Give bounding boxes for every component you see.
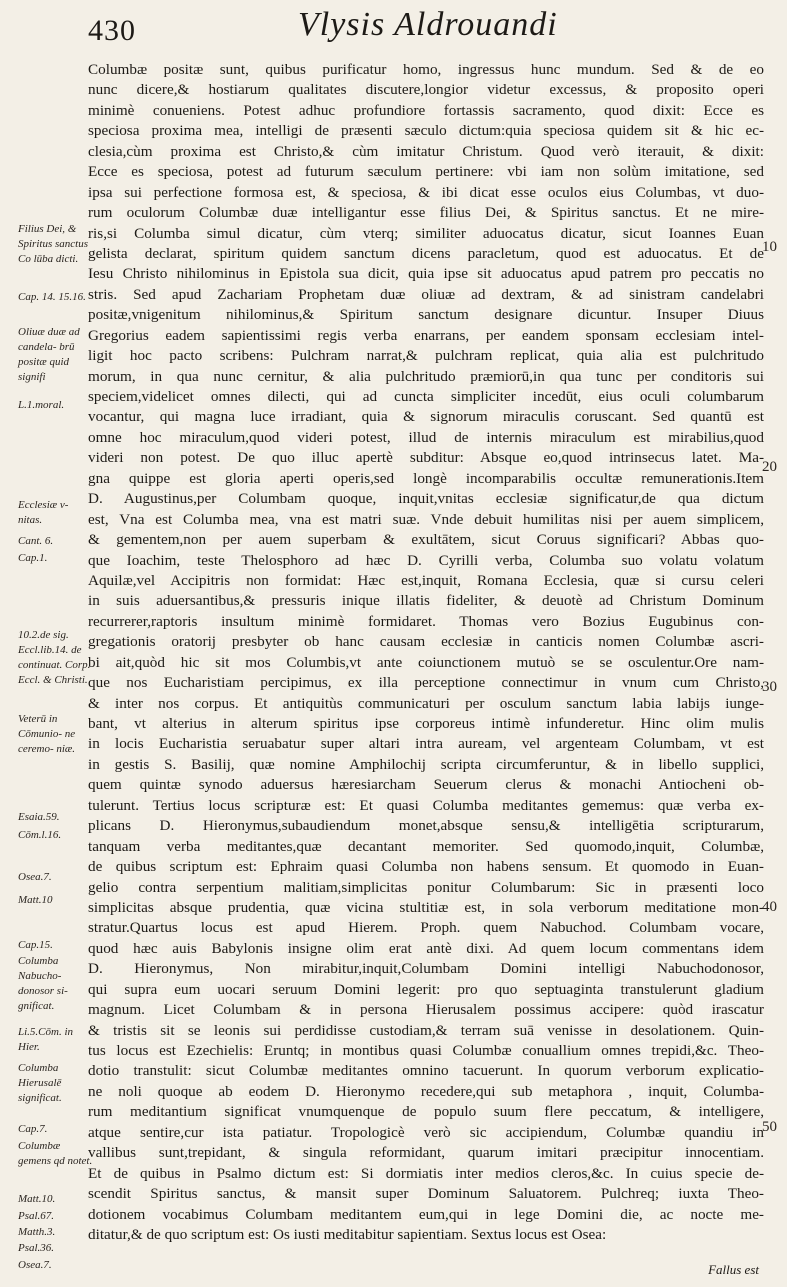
text-line: ne noli quoque ab eodem D. Hieronymo recedere,qui sub metaphora , inquit, Columba- (88, 1082, 764, 1100)
text-line: stris. Sed apud Zachariam Prophetam duæ oliuæ ad dextram, & ad sinistram candelabri (88, 285, 764, 303)
margin-note: Matt.10 (18, 894, 53, 906)
margin-note: Cant. 6. (18, 535, 54, 547)
text-line: quem quintæ synodo aduersus hæresiarcham Seuerum clerus & monachi Antiocheni ob- (88, 776, 764, 794)
margin-note: Columba Hierusalē significat. (18, 1062, 62, 1104)
text-line: Gregorius eadem sapientissimi regis verba enarrans, per eandem sponsam ecclesiam intel- (88, 326, 764, 344)
margin-note: Li.5.Cōm. in Hier. (18, 1026, 74, 1053)
text-line: ris,si Columba simul dicatur, cùm vterq; similiter aduocatus dicatur, sicut Ioannes Euan (88, 224, 764, 242)
margin-note: Oliuæ duæ ad candela- brū positæ quid signifi (18, 326, 80, 383)
text-line: que Ioachim, teste Thelosphoro ad hæc D. Cyrilli verba, Columba suo volatu volatum (88, 551, 764, 569)
text-line: recurrerer,raptoris insultum minimè formidaret. Thomas vero Bozius Eugubinus con- (88, 612, 764, 630)
catchword: Fallus est (708, 1262, 759, 1277)
page-header (0, 0, 787, 62)
margin-note: Cap.15. (18, 939, 53, 951)
text-line: & gementem,non per auem superbam & exultātem, sicut Coruus significari? Abbas quo- (88, 531, 764, 549)
text-line: de quibus scriptum est: Ephraim quasi Columba non habens sensum. Et quomodo in Euan- (88, 858, 764, 876)
text-line: vocantur, qui magna luce irradiant, quia & signorum miraculis coruscant. Sed quantū est (88, 408, 764, 426)
text-line: dotionem vocabimus Columbam meditantem eum,qui in lege Domini die, ac nocte me- (88, 1205, 764, 1223)
running-head: Vlysis Aldrouandi (298, 6, 558, 43)
margin-note: Veterū in Cōmunio- ne ceremo- niæ. (18, 713, 76, 755)
margin-note: Matth.3. (18, 1226, 56, 1238)
text-line: ligit hoc pacto scribens: Pulchram narrat,& pulchram replicat, quia alia est pulchritudo (88, 347, 764, 365)
margin-note: Matt.10. (18, 1193, 56, 1205)
line-marker: 50 (762, 1119, 777, 1135)
text-line: rum meditantium significat vnumquenque de populo suum flere peccatum, & intelligere, (88, 1103, 764, 1121)
text-line: gregationis oratorij presbyter ob hanc causam ecclesiæ in canticis nomen Columbæ ascri- (88, 633, 764, 651)
margin-note: Cap. 14. 15.16. (18, 291, 86, 303)
text-line: morum, in qua nunc cernitur, & alia pulchritudo præmiorū,in qua tunc per conditoris sui (88, 367, 764, 385)
text-line: gna quippe est gloria aperti operis,sed longè incomparabilis occultæ remunerationis.Item (88, 469, 764, 487)
text-line: positæ,vnigenitum nihilominus,& Spiritum sanctum designare dicuntur. Insuper Diuus (88, 306, 764, 324)
margin-note: 10.2.de sig. Eccl.lib.14. de continuat. Corp. Eccl. & Christi. (18, 629, 91, 686)
text-line: D. Hieronymus, Non mirabitur,inquit,Columbam Domini intelligi Nabuchodonosor, (88, 960, 764, 978)
text-line: & inter nos corpus. Et antiquitùs communicaturi per osculum sanctum labia labijs iunge- (88, 694, 764, 712)
text-line: vallibus sunt,trepidant, & singula reformidant, quarum imitari præcipitur innocentiam. (88, 1144, 764, 1162)
text-line: gelista declarat, spiritum quidem sanctum dicens paracletum, quod est aduocatus. Et de (88, 244, 764, 262)
text-line: scendit Spiritus sanctus, & mansit super Dominum Saluatorem. Pulchreq; iuxta Theo- (88, 1185, 764, 1203)
text-line: minimè conueniens. Potest adhuc profundiore fortassis sacramento, quod dixit: Ecce es (88, 101, 764, 119)
line-marker: 20 (762, 459, 777, 475)
text-line: omne hoc miraculum,quod videri potest, illud de internis miraculum est mirabilius,quod (88, 428, 764, 446)
text-line: rum oculorum Columbæ duæ intelligantur esse filius Dei, & Spiritus sanctus. Et ne mire- (88, 204, 764, 222)
text-line: nunc dicere,& hostiarum qualitates discutere,longior videtur excessus, & proposito operi (88, 81, 764, 99)
body-text (88, 60, 764, 1245)
margin-note: Psal.67. (18, 1210, 55, 1222)
text-line: in suis aduersantibus,& pressuris inique illatis fideliter, & deuotè ad Christum Dominum (88, 592, 764, 610)
text-line: stratur.Quartus locus est apud Hierem. Proph. quem Nabuchod. Columbam vocare, (88, 919, 764, 937)
margin-note: Filius Dei, & Spiritus sanctus Co lūba dicti. (18, 223, 88, 265)
text-line: Aquilæ,vel Accipitris non formidat: Hæc est,inquit, Romana Ecclesia, quæ si cursu celeri (88, 571, 764, 589)
text-line: atque sentire,cur ista patiatur. Tropologicè verò sic accipiendum, Columbæ quandiu in (88, 1123, 764, 1141)
text-line: ipsa sui perfectione formosa est, & speciosa, & ibi dicat esse oculos eius Columbas, vt duo- (88, 183, 764, 201)
margin-note: Columba Nabucho- donosor si- gnificat. (18, 955, 68, 1012)
text-line: que nos Eucharistiam percipimus, ex illa perceptione connectimur in vnum cum Christo, (88, 674, 764, 692)
margin-note: Ecclesiæ v- nitas. (18, 499, 69, 526)
margin-note: Cōm.l.16. (18, 829, 62, 841)
text-line: speciem,videlicet omnes dilecti, qui ad cuncta simpliciter incedūt, eius oculi columbarum (88, 388, 764, 405)
text-line: bi ait,quòd hic sit mos Columbis,vt ante coiunctionem mutuò se se osculentur.Ore nam- (88, 653, 764, 671)
text-line: Columbæ positæ sunt, quibus purificatur homo, ingressus hunc mundum. Sed & de eo (88, 61, 764, 78)
margin-note: L.1.moral. (18, 399, 65, 411)
margin-note: Osea.7. (18, 871, 52, 883)
text-line: ditatur,& de quo scriptum est: Os iusti meditabitur sapientiam. Sextus locus est Osea: (88, 1225, 607, 1243)
margin-note: Columbæ gemens qd notet. (18, 1140, 93, 1167)
text-line: & tristis sit se leonis sui perdidisse custodiam,& terram suā venisse in desolationem. Quin- (88, 1021, 764, 1039)
text-line: D. Augustinus,per Columbam quoque, inquit,vnitas ecclesiæ significatur,de qua dictum (88, 490, 764, 508)
text-line: tanquam verba meditantes,quæ decantant memoriter. Sed quomodo,inquit, Columbæ, (88, 837, 764, 855)
margin-note: Esaia.59. (18, 811, 60, 823)
text-line: simplicitas absque prudentia, quæ vicina stultitiæ est, in sola verborum meditatione mon- (88, 898, 764, 916)
text-line: quod hæc auis Babylonis insigne olim erat antè dixi. Ad quem locum commentans idem (88, 939, 764, 957)
text-line: in locis Eucharistia seruabatur super altari intra auream, vel argenteam Columbam, vt est (88, 735, 764, 753)
line-marker: 40 (762, 899, 777, 915)
text-line: magnum. Licet Columbam & in persona Hierusalem possimus accipere: quòd irascatur (88, 1001, 764, 1019)
text-line: clesia,cùm proxima est Christo,& cùm imitatur Christum. Quod verò iterauit, & dixit: (88, 142, 764, 160)
text-line: tus locus est Ezechielis: Eruntq; in montibus quasi Columbæ conuallium omnes trepidi,&c. Theo- (88, 1042, 764, 1059)
margin-note: Cap.7. (18, 1123, 48, 1135)
margin-note: Psal.36. (18, 1242, 55, 1254)
text-line: speciosa proxima mea, intelligi de præsenti sæculo dictum:quia speciosa quidem sit & hic ec- (88, 122, 764, 140)
text-line: Iesu Christo nihilominus in Epistola sua dicit, quia ipse sit aduocatus apud patrem pro peccatis no (88, 265, 764, 283)
margin-notes (0, 0, 93, 1287)
text-line: dotio transtulit: sicut Columbæ meditantes omnino tacuerunt. In quorum verborum explicatio- (88, 1062, 764, 1080)
text-line: plicans D. Hieronymus,subaudiendum monet,absque sensu,& intelligētia scripturarum, (88, 817, 764, 835)
text-line: qui supra eum uocari seruum Domini legerit: pro quo septuaginta transtulerunt gladium (88, 980, 764, 998)
text-line: bant, vt alterius in alterum spiritus ipse corporeus intimè infunderetur. Hinc olim mulis (88, 715, 764, 732)
text-line: gelio contra serpentium malitiam,simplicitas ponitur Columbarum: Sic in præsenti loco (88, 878, 764, 896)
text-line: tulerunt. Tertius locus scripturæ est: Et quasi Columba meditantes gememus: quæ verba ex- (88, 796, 764, 814)
text-line: Et de quibus in Psalmo dictum est: Si dormiatis inter medios cleros,&c. In cuius specie de- (88, 1164, 764, 1182)
page-number: 430 (88, 14, 136, 47)
text-line: in gestis S. Basilij, quæ nomine Amphilochij scripta circumferuntur, & in libello supplici, (88, 755, 764, 773)
text-line: videri non potest. De quo illuc apertè subditur: Absque eo,quod intrinsecus latet. Ma- (88, 449, 764, 467)
line-marker: 10 (762, 239, 777, 255)
line-marker: 30 (762, 679, 777, 695)
text-line: est, Vna est Columba mea, vna est matri suæ. Vnde debuit humilitas nisi per auem simplicem, (88, 510, 764, 528)
margin-note: Osea.7. (18, 1259, 52, 1271)
text-line: Ecce es speciosa, potest ad futurum sæculum pertinere: vbi iam non solùm imitatione, sed (88, 163, 764, 181)
margin-note: Cap.1. (18, 552, 48, 564)
